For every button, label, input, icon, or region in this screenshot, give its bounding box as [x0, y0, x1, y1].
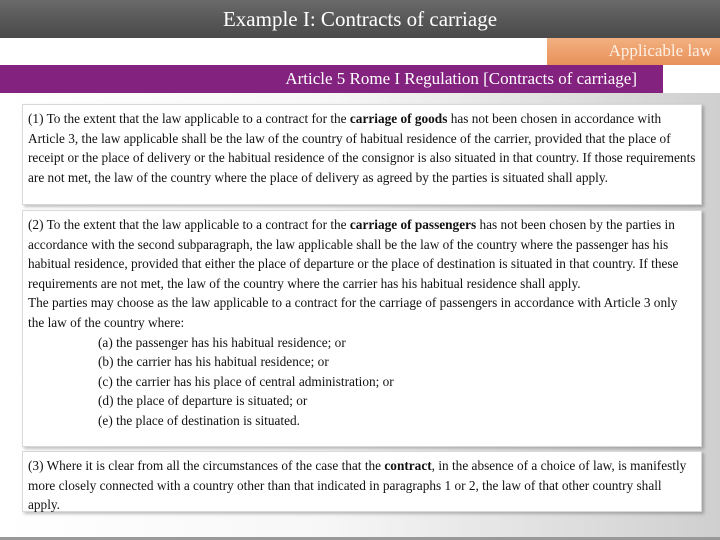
paragraph-3-text-start: (3) Where it is clear from all the circumstances of the case that the [28, 458, 385, 473]
paragraph-1-text-start: (1) To the extent that the law applicable to a contract for the [28, 111, 350, 126]
paragraph-3 [28, 456, 696, 515]
paragraph-3-block [22, 451, 702, 512]
paragraph-2-block [22, 210, 702, 447]
paragraph-1-block [22, 104, 702, 205]
choice-intro: The parties may choose as the law applicable to a contract for the carriage of passengers in accordance with Article 3 only the law of the country where: [28, 295, 678, 330]
section-label: Applicable law [608, 41, 712, 60]
article-header: Article 5 Rome I Regulation [Contracts of carriage] [0, 65, 663, 93]
slide-title: Example I: Contracts of carriage [0, 0, 720, 38]
choice-item-b: (b) the carrier has his habitual residence; or [98, 354, 329, 370]
paragraph-1-emphasis: carriage of goods [349, 111, 448, 126]
paragraph-1-text-end: has not been chosen in accordance with Article 3, the law applicable shall be the law of the country of habitual residence of the carrier, provided that the place of receipt or the place of delivery or the habitual residence of the consignor is also situated in that country. If those requirements are not met, the law of the country where the place of delivery as agreed by the parties is situated shall apply. [28, 111, 696, 185]
choice-item-a: (a) the passenger has his habitual residence; or [98, 334, 346, 350]
paragraph-2 [28, 215, 696, 293]
choice-item-e: (e) the place of destination is situated. [98, 412, 300, 428]
paragraph-3-text-end: , in the absence of a choice of law, is manifestly more closely connected with a country other than that indicated in paragraphs 1 or 2, the law of that other country shall apply. [28, 458, 687, 513]
choice-item-c: (c) the carrier has his place of central administration; or [98, 373, 394, 389]
paragraph-2-emphasis: carriage of passengers [349, 217, 477, 232]
choice-item-d: (d) the place of departure is situated; or [98, 393, 308, 409]
paragraph-2-text-start: (2) To the extent that the law applicable to a contract for the [28, 217, 350, 232]
paragraph-2-text-end: has not been chosen by the parties in accordance with the second subparagraph, the law applicable shall be the law of the country where the passenger has his habitual residence, provided that either the place of departure or the place of destination is situated in that country. If these requirements are not met, the law of the country where the carrier has his habitual residence shall apply. [28, 217, 679, 291]
paragraph-3-emphasis: contract [384, 458, 432, 473]
paragraph-1 [28, 109, 696, 187]
